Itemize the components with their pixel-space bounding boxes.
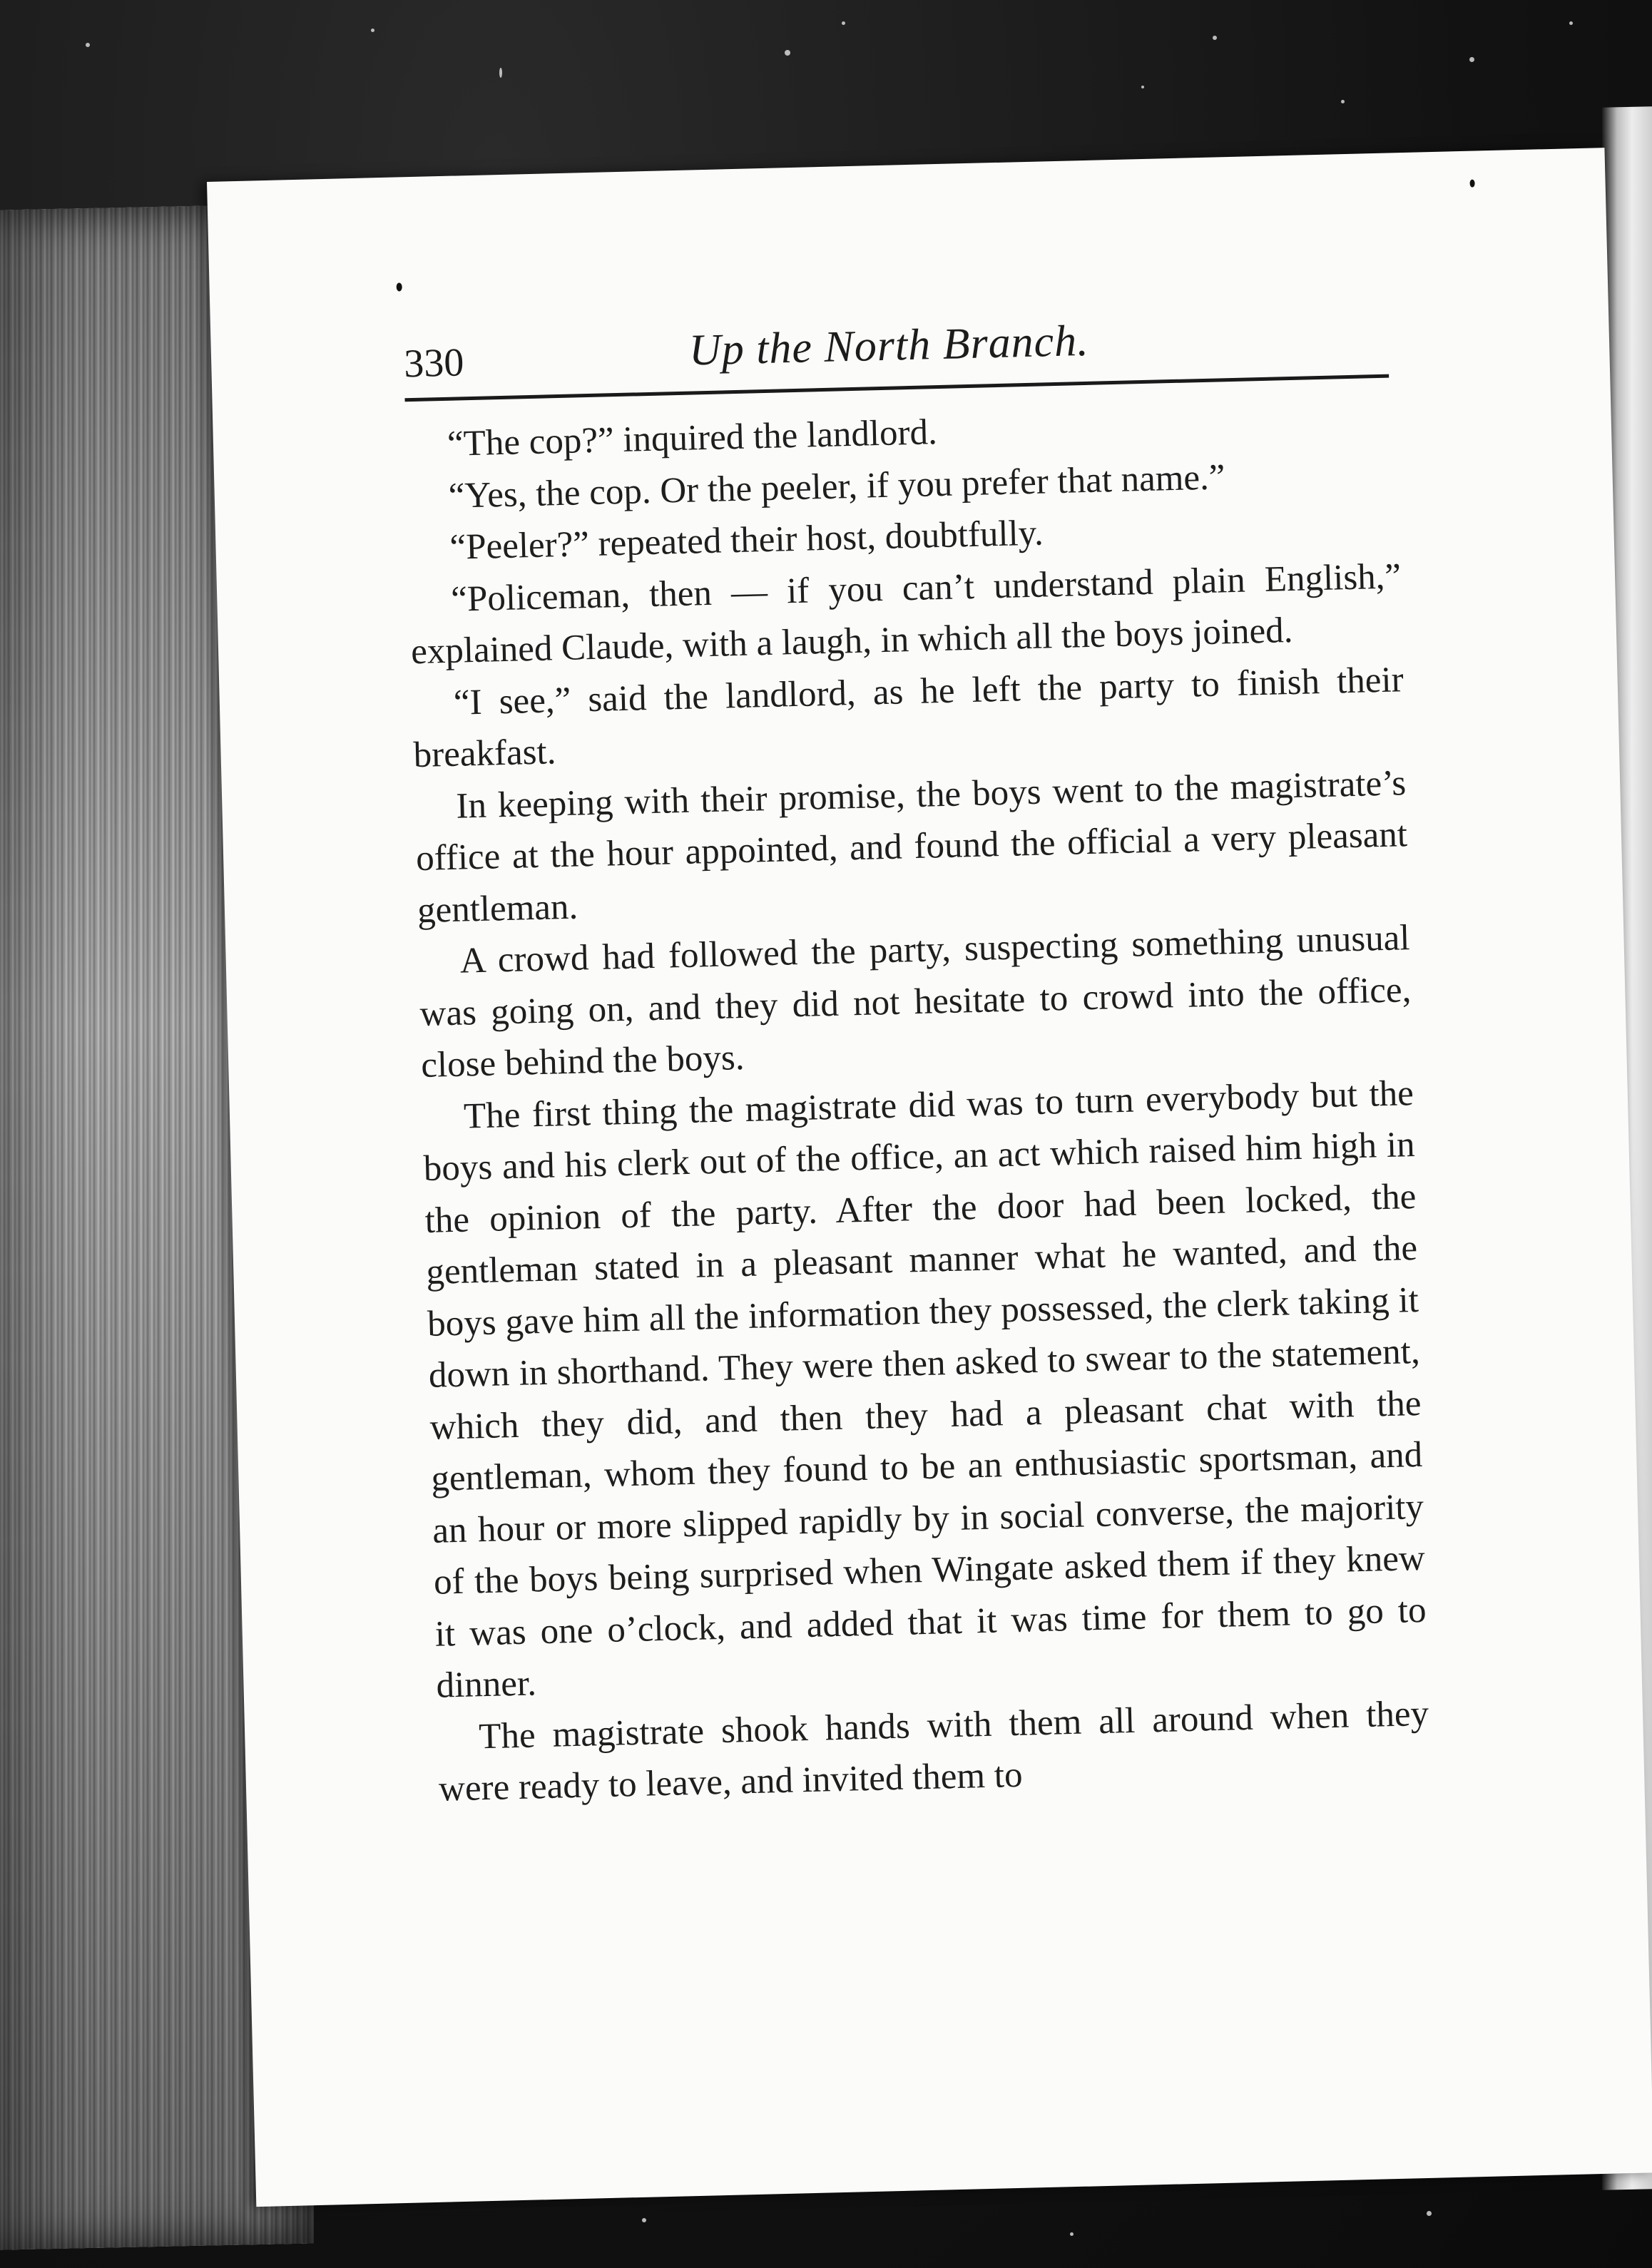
paragraph: The first thing the magistrate did was to turn everybody but the boys and his clerk out of the office, an act which raised him high in the opinion of the party. After the door had been locked, the gentleman stated in a pleasant manner what he wanted, and the boys gave him all the information they possessed, the clerk taking it down in shorthand. They were then asked to swear to the statement, which they did, and then they had a pleasant chat with the gentleman, whom they found to be an enthusiastic sportsman, and an hour or more slipped rapidly by in social converse, the majority of the boys being surprised when Wingate asked them if they knew it was one o’clock, and added that it was time for them to go to dinner.: [423, 1073, 1427, 1706]
running-title: Up the North Branch.: [688, 316, 1090, 375]
dust-speck: [499, 68, 502, 78]
paragraph: “Policeman, then — if you can’t understand plain English,” explained Claude, with a laugh, in which all the boys joined.: [410, 556, 1402, 673]
dust-speck: [642, 2218, 646, 2222]
dust-speck: [1341, 100, 1345, 103]
dust-speck: [371, 29, 374, 32]
paragraph: The magistrate shook hands with them all around when they were ready to leave, and invited them to: [438, 1693, 1429, 1809]
paragraph: “I see,” said the landlord, as he left the party to finish their breakfast.: [413, 659, 1404, 776]
dust-speck: [86, 43, 90, 47]
book-page: [207, 148, 1652, 2207]
dust-speck: [1213, 36, 1217, 40]
dust-speck: [785, 50, 790, 56]
dust-speck: [1070, 2232, 1074, 2236]
dust-speck: [1569, 21, 1573, 25]
dust-speck: [842, 21, 845, 25]
running-head: [403, 296, 1389, 402]
ink-spot: [1469, 180, 1474, 188]
paragraph: “Peeler?” repeated their host, doubtfully.: [449, 513, 1044, 568]
ink-spot: [397, 282, 402, 291]
paragraph: “Yes, the cop. Or the peeler, if you prefer that name.”: [448, 456, 1226, 516]
dust-speck: [1141, 86, 1144, 88]
page-number: 330: [403, 340, 465, 387]
body-text: [405, 395, 1430, 1815]
dust-speck: [1469, 57, 1474, 62]
paragraph: A crowd had followed the party, suspecting something unusual was going on, and they did not hesitate to crowd into the office, close behind the boys.: [419, 918, 1412, 1086]
paragraph: “The cop?” inquired the landlord.: [447, 412, 938, 464]
dust-speck: [1427, 2211, 1432, 2216]
paragraph: In keeping with their promise, the boys went to the magistrate’s office at the hour appointed, and found the official a very pleasant gentleman.: [415, 762, 1408, 931]
